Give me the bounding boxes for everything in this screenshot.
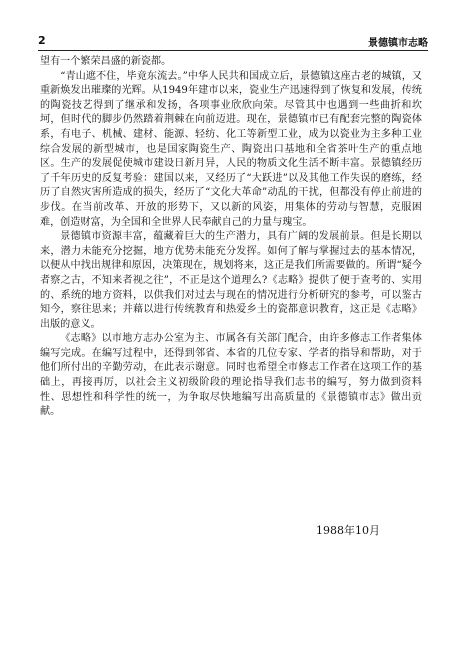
date-line: 1988年10月: [316, 524, 380, 537]
page-header: [38, 34, 428, 48]
running-title: 景德镇市志略: [368, 38, 428, 49]
paragraph: “青山遮不住，毕竟东流去。”中华人民共和国成立后，景德镇这座古老的城镇，又重新焕发出璀璨的光辉。从1949年建市以来，瓷业生产迅速得到了恢复和发展，传统的陶瓷技艺得到了继承和发扬，各项事业欣欣向荣。尽管其中也遇到一些曲折和坎坷，但时代的脚步仍然踏着荆棘在向前迈进。现在，景德镇市已有配套完整的陶瓷体系，有电子、机械、建材、能源、轻纺、化工等新型工业，成为以瓷业为主多种工业综合发展的新型城市，也是国家陶瓷生产、陶瓷出口基地和全省茶叶生产的重点地区。生产的发展促使城市建设日新月异，人民的物质文化生活不断丰富。景德镇经历了千年历史的反复考验：建国以来，又经历了“大跃进”以及其他工作失误的磨练，经历了自然灾害所造成的损失，经历了“文化大革命”动乱的干扰，但都没有停止前进的步伐。在当前改革、开放的形势下，又以新的风姿，用集体的劳动与智慧，克服困难，创造财富，为全国和全世界人民奉献自己的力量与瑰宝。: [40, 70, 422, 228]
page-number: 2: [38, 34, 46, 47]
paragraph-continuation: 望有一个繁荣昌盛的新瓷都。: [40, 56, 172, 67]
paragraph: 景德镇市资源丰富，蕴藏着巨大的生产潜力，具有广阔的发展前景。但是长期以来，潜力未能充分挖掘，地方优势未能充分发挥。如何了解与掌握过去的基本情况，以便从中找出规律和原因，决策现在，规划将来，这正是我们所需要做的。所谓“疑今者察之古，不知来者视之往”，不正是这个道理么?《志略》提供了便于查考的、实用的、系统的地方资料，以供我们对过去与现在的情况进行分析研究的参考，可以鉴古知今，察往思来；并藉以进行传统教育和热爱乡土的瓷都意识教育，这正是《志略》出版的意义。: [40, 231, 422, 330]
paragraph: 《志略》以市地方志办公室为主、市属各有关部门配合，由许多修志工作者集体编写完成。在编写过程中，还得到邻省、本省的几位专家、学者的指导和帮助，对于他们所付出的辛勤劳动，在此表示谢意。同时也希望全市修志工作者在这项工作的基础上，再接再厉，以社会主义初级阶段的理论指导我们志书的编写，努力做到资料性、思想性和科学性的统一，为争取尽快地编写出高质量的《景德镇市志》做出贡献。: [40, 333, 422, 418]
body-text: [40, 55, 422, 420]
header-rule: [38, 50, 428, 51]
